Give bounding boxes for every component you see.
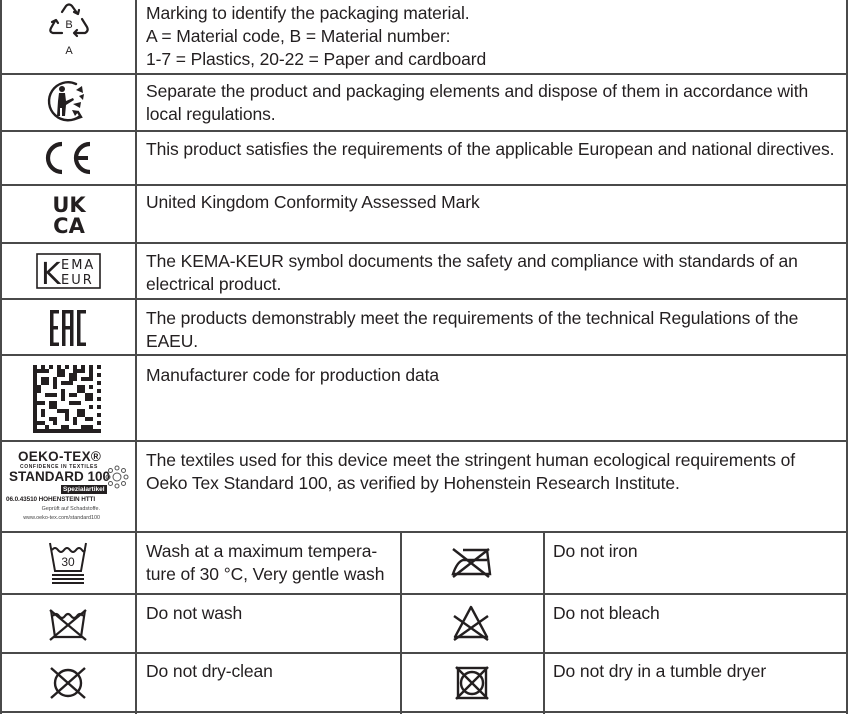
care-description [146,540,384,586]
care-description [146,602,242,625]
ukca-top-label: UK [52,193,86,217]
description-line: electrical product. [146,274,282,294]
oeko-tex-flower-icon [105,465,129,489]
table-border-right [846,0,848,714]
ukca-bottom-label: CA [53,214,85,236]
do-not-bleach-icon [452,604,490,642]
row-divider [0,652,848,654]
description-line: local regulations. [146,104,276,124]
oeko-tex-badge: Spezialartikel [63,486,105,493]
description-line: ture of 30 °C, Very gentle wash [146,564,385,584]
oeko-tex-label-icon [6,449,130,529]
row-divider [0,531,848,533]
care-description [146,660,273,683]
oeko-tex-url: www.oeko-tex.com/standard100 [23,515,100,521]
table-border-bottom [0,711,848,713]
description-line: The products demonstrably meet the requirements of the technical Regulations of the [146,308,799,328]
recycling-number-label: B [65,19,73,31]
row-divider [0,440,848,442]
row-description [146,449,795,495]
description-line: Do not dry in a tumble dryer [553,661,767,681]
kema-keur-icon [36,252,102,290]
oeko-tex-tagline: CONFIDENCE IN TEXTILES [20,464,98,470]
recycling-code-label: A [65,45,73,57]
row-divider [0,298,848,300]
do-not-wash-icon [48,608,88,642]
care-description [553,540,638,563]
row-description [146,138,834,161]
oeko-tex-cert-number: 06.0.43510 HOHENSTEIN HTTI [6,496,96,503]
do-not-iron-icon [449,546,493,580]
wash-30-gentle-icon [48,541,88,585]
oeko-tex-standard: STANDARD 100 [9,469,111,484]
description-line: Separate the product and packaging elements and dispose of them in accordance with [146,81,809,101]
ukca-mark-icon [46,192,92,236]
description-line: 1-7 = Plastics, 20-22 = Paper and cardboard [146,49,487,69]
wash-temperature-label: 30 [61,555,75,569]
description-line: Do not bleach [553,603,660,623]
row-description [146,2,486,71]
description-line: The KEMA-KEUR symbol documents the safety and compliance with standards of an [146,251,798,271]
column-divider-care-mid [400,532,402,714]
data-matrix-code-icon [33,365,101,433]
row-description [146,307,798,353]
triman-dispose-icon [46,78,90,124]
description-line: EAEU. [146,331,199,351]
kema-k-label: K [41,257,61,290]
care-description [553,660,766,683]
care-description [553,602,660,625]
table-border-left [0,0,2,714]
do-not-dry-clean-icon [49,665,87,701]
do-not-tumble-dry-icon [454,665,490,701]
description-line: Manufacturer code for production data [146,365,440,385]
eac-mark-icon [48,308,88,348]
column-divider-care-right [543,532,545,714]
recycling-triangle-icon [44,2,94,60]
description-line: The textiles used for this device meet the stringent human ecological requirements of [146,450,796,470]
description-line: Marking to identify the packaging material. [146,3,470,23]
row-description [146,250,798,296]
description-line: A = Material code, B = Material number: [146,26,451,46]
description-line: This product satisfies the requirements of the applicable European and national directives. [146,139,835,159]
oeko-tex-brand: OEKO-TEX® [18,449,102,464]
description-line: Wash at a maximum tempera- [146,541,378,561]
oeko-tex-tested: Geprüft auf Schadstoffe. [41,506,100,512]
description-line: United Kingdom Conformity Assessed Mark [146,192,480,212]
row-description [146,191,480,214]
description-line: Do not iron [553,541,638,561]
column-divider-icon [135,0,137,714]
description-line: Do not wash [146,603,243,623]
row-description [146,364,439,387]
row-description [146,80,808,126]
kema-bottom-label: EUR [61,273,94,288]
row-divider [0,354,848,356]
description-line: Oeko Tex Standard 100, as verified by Hohenstein Research Institute. [146,473,680,493]
row-divider [0,184,848,186]
description-line: Do not dry-clean [146,661,273,681]
kema-top-label: EMA [61,258,96,273]
row-divider [0,73,848,75]
row-divider [0,242,848,244]
row-divider [0,593,848,595]
ce-mark-icon [42,140,96,176]
row-divider [0,130,848,132]
